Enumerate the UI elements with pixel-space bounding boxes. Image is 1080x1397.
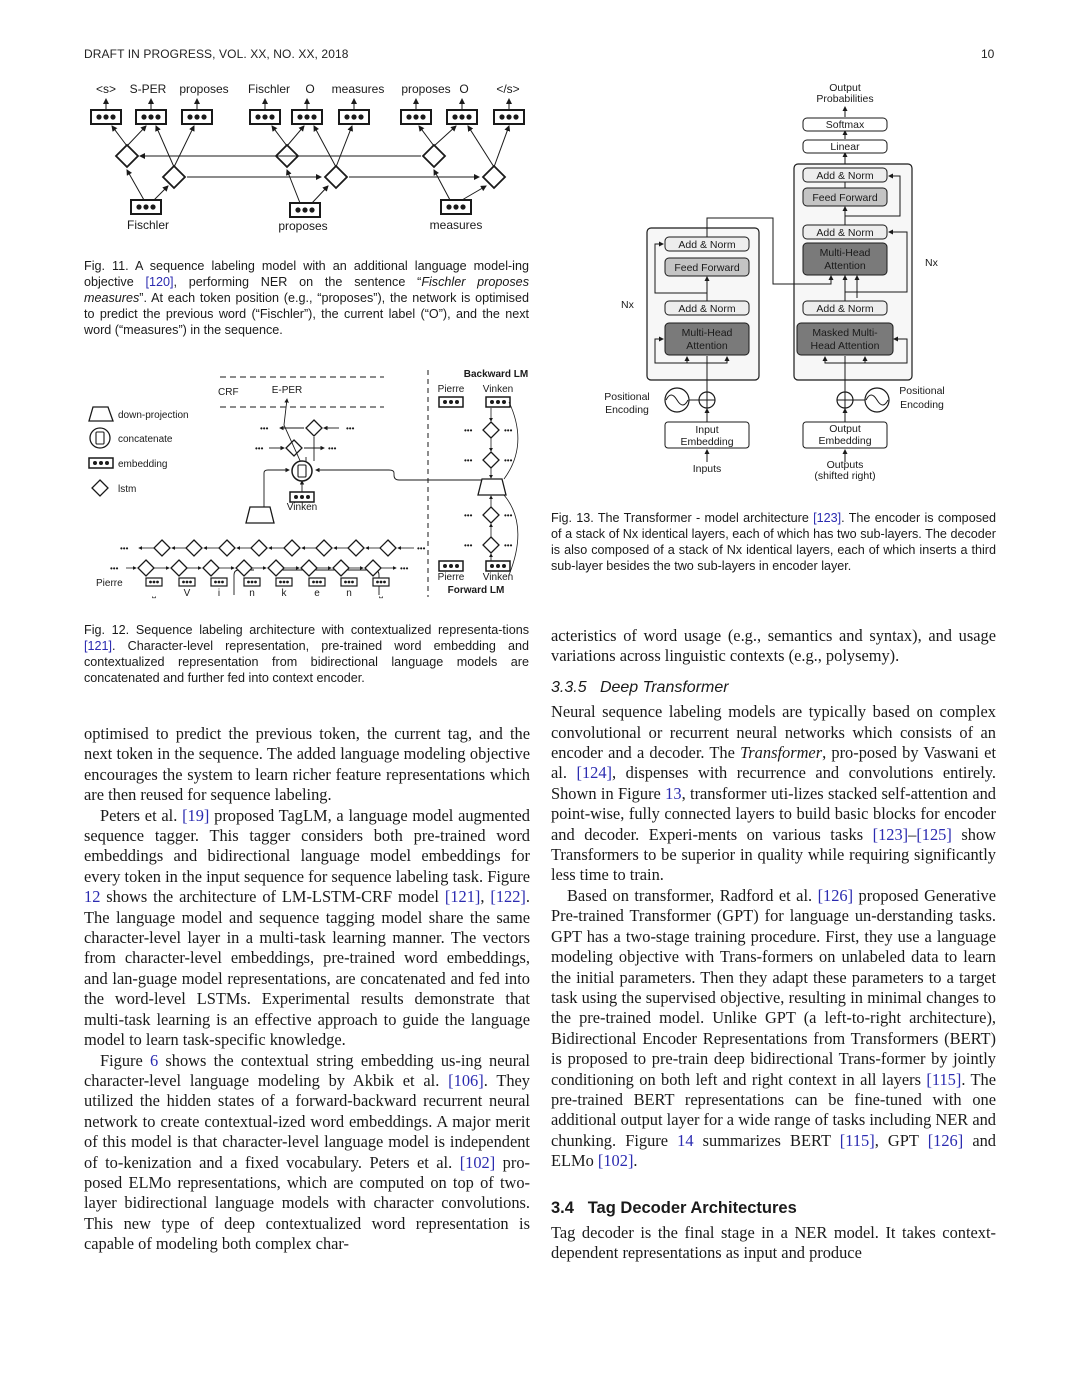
ellipsis: •••	[464, 541, 473, 550]
ellipsis: •••	[504, 426, 513, 435]
citation-link[interactable]: [122]	[490, 887, 526, 907]
fig11-top-label: <s>	[95, 82, 117, 96]
word-label: Vinken	[286, 502, 318, 513]
ellipsis: •••	[464, 511, 473, 520]
legend-label: lstm	[118, 484, 137, 495]
add-icon	[699, 392, 853, 408]
char-label: n	[346, 588, 352, 599]
char-label: V	[183, 588, 191, 599]
ellipsis: •••	[346, 424, 355, 433]
output-embedding-label: Output	[829, 423, 861, 435]
add-norm-label: Add & Norm	[678, 239, 736, 251]
crf-label: CRF	[218, 387, 239, 398]
attention-label: Attention	[686, 340, 728, 352]
legend-label: concatenate	[118, 434, 173, 445]
feed-forward-label: Feed Forward	[674, 262, 740, 274]
fig11-top-label: O	[305, 82, 315, 96]
citation-link[interactable]: [120]	[145, 275, 174, 289]
figure-11-caption: Fig. 11. A sequence labeling model with an additional language model-ing objective [120], performing NER on the sentence “Fischler proposes measures”. At each token position (e.g., “proposes”), the network is optimised to predict the previous word (“Fischler”), the current label (“O”), and the next word (“measures”) in the sequence.	[84, 259, 529, 337]
figure-13-caption: Fig. 13. The Transformer - model architecture [123]. The encoder is composed of a stack of Nx identical layers, each of which has two sub-layers. The decoder is also composed of a stack of Nx identical layers, each of which inserts a third sub-layer besides the two sub-layers in encoder layer.	[551, 511, 996, 573]
outputs-label: (shifted right)	[814, 470, 876, 482]
ellipsis: •••	[120, 544, 129, 553]
figure-link[interactable]: 12	[84, 887, 101, 907]
ellipsis: •••	[464, 426, 473, 435]
running-head: DRAFT IN PROGRESS, VOL. XX, NO. XX, 2018	[84, 47, 349, 61]
fig11-top-label: proposes	[179, 82, 229, 96]
inputs-label: Inputs	[692, 463, 722, 475]
fig11-top-label: </s>	[496, 82, 520, 96]
add-norm-label: Add & Norm	[678, 303, 736, 315]
concatenate-icon	[292, 461, 312, 481]
output-embedding-label: Embedding	[818, 435, 872, 447]
fig12-diagram	[84, 365, 534, 600]
ellipsis: •••	[504, 541, 513, 550]
embedding-icon	[131, 200, 471, 217]
section-heading: 3.4 Tag Decoder Architectures	[551, 1198, 797, 1217]
citation-link[interactable]: [19]	[182, 805, 210, 825]
nx-label: Nx	[925, 257, 938, 269]
char-label: k	[281, 588, 287, 599]
figure-12-caption: Fig. 12. Sequence labeling architecture with contextualized representa-tions [121]. Character-level representation, pre-trained word embedding and contextualized representation from bidirectional language models are concatenated and further fed into context encoder.	[84, 623, 529, 685]
embedding-icon	[439, 397, 463, 407]
paragraph: optimised to predict the previous token, the current tag, and the next token in the sequence. The added language modeling objective encourages the system to learn richer feature representations which are then reused for sequence labeling.	[84, 724, 530, 805]
forward-lm-label: Forward LM	[447, 585, 505, 596]
subsection-heading: 3.3.5 Deep Transformer	[551, 678, 729, 696]
ellipsis: •••	[255, 444, 264, 453]
citation-link[interactable]: [126]	[927, 1130, 964, 1150]
fig13-diagram	[595, 80, 965, 490]
ellipsis: •••	[400, 564, 409, 573]
legend-label: embedding	[118, 459, 168, 470]
ellipsis: •••	[328, 444, 337, 453]
positional-encoding-label: Encoding	[900, 399, 944, 411]
add-norm-label: Add & Norm	[816, 170, 874, 182]
fig12-legend	[89, 407, 189, 496]
ellipsis: •••	[417, 544, 426, 553]
page-number: 10	[981, 47, 995, 61]
char-label: ˽	[152, 588, 156, 599]
left-column-body	[84, 724, 530, 1255]
citation-link[interactable]: [123]	[813, 511, 842, 525]
citation-link[interactable]: [121]	[84, 639, 113, 653]
figure-link[interactable]: 14	[677, 1130, 694, 1150]
add-norm-label: Add & Norm	[816, 227, 874, 239]
citation-link[interactable]: [121]	[444, 887, 481, 907]
embedding-icon	[91, 110, 524, 124]
lm-word: Pierre	[437, 572, 465, 583]
attention-label: Masked Multi-	[812, 327, 878, 339]
fig11-top-label: O	[459, 82, 469, 96]
output-probabilities-label: Probabilities	[816, 93, 874, 105]
paragraph: Tag decoder is the final stage in a NER model. It takes context-dependent representations as input and produce	[551, 1222, 996, 1263]
softmax-label: Softmax	[825, 119, 865, 131]
char-label: e	[314, 588, 320, 599]
char-label: i	[217, 588, 221, 599]
paragraph: Figure 6 shows the contextual string embedding us-ing neural character-level language modeling by Akbik et al. [106]. They utilized the hidden states of a forward-backward recurrent neural network to create contextual-ized word embeddings. A major merit of this model is that character-level language model is independent of to-kenization and a fixed vocabulary. Peters et al. [102] pro-posed ELMo representations, which are computed on top of two-layer bidirectional language models with character convolutions. This new type of deep contextualized word representation is capable of modeling both complex char-	[84, 1050, 531, 1254]
fig11-top-label: Fischler	[247, 82, 291, 96]
ellipsis: •••	[504, 456, 513, 465]
lm-word: Vinken	[482, 384, 514, 395]
citation-link[interactable]: [115]	[839, 1130, 875, 1150]
embedding-icon	[486, 561, 510, 571]
linear-label: Linear	[830, 141, 860, 153]
citation-link[interactable]: [102]	[459, 1152, 496, 1172]
input-embedding-label: Input	[695, 424, 719, 436]
down-projection-icon	[246, 507, 274, 523]
figure-link[interactable]: 6	[150, 1050, 159, 1070]
paragraph: acteristics of word usage (e.g., semantics and syntax), and usage variations across linguistic contexts (e.g., polysemy).	[551, 626, 996, 666]
output-probabilities-label: Output	[829, 82, 861, 94]
fig11-bottom-label: measures	[429, 218, 483, 232]
fig11-bottom-label: proposes	[278, 219, 328, 233]
outputs-label: Outputs	[826, 459, 864, 471]
paragraph: Peters et al. [19] proposed TagLM, a language model augmented sequence tagger. This tagger considers both pre-trained word embeddings and bidirectional language model embeddings for every token in the input sequence for sequence labeling task. Figure 12 shows the architecture of LM-LSTM-CRF model [121], [122]. The language model and sequence tagging model share the same character-level layer in a multi-task learning manner. The vectors from character-level embeddings, pre-trained word embeddings, and lan-guage model representations, are concatenated and fed into the word-level LSTMs. Experimental results demonstrate that multi-task learning is an effective approach to guide the language model to learn task-specific knowledge.	[84, 805, 530, 1050]
fig11-top-label: proposes	[401, 82, 451, 96]
lstm-icon	[92, 480, 108, 496]
embedding-icon	[89, 458, 113, 468]
char-lstm	[138, 540, 396, 576]
down-projection-icon	[478, 479, 506, 495]
citation-link[interactable]: [102]	[597, 1151, 634, 1171]
ellipsis: •••	[504, 511, 513, 520]
citation-link[interactable]: [115]	[926, 1069, 962, 1089]
start-word: Pierre	[96, 578, 123, 589]
attention-label: Multi-Head	[681, 327, 733, 339]
positional-encoding-label: Positional	[604, 391, 650, 403]
fig11-top-label: S-PER	[129, 82, 167, 96]
char-label: n	[249, 588, 255, 599]
char-embeddings	[146, 578, 389, 586]
lm-word: Pierre	[437, 384, 465, 395]
citation-link[interactable]: [126]	[817, 885, 854, 905]
embedding-icon	[290, 492, 314, 502]
feed-forward-label: Feed Forward	[812, 192, 878, 204]
attention-label: Attention	[824, 260, 866, 272]
embedding-icon	[439, 561, 463, 571]
legend-label: down-projection	[118, 410, 189, 421]
figure-11	[84, 78, 534, 238]
figure-12	[84, 365, 534, 600]
ellipsis: •••	[464, 456, 473, 465]
lstm-icon	[286, 420, 322, 456]
paragraph: Neural sequence labeling models are typically based on complex convolutional or recurrent neural networks which consists of an encoder and a decoder. The Transformer, pro-posed by Vaswani et al. [124], dispenses with recurrence and convolutions entirely. Shown in Figure 13, transformer uti-lizes stacked self-attention and point-wise, fully connected layers to build basic blocks for encoder and decoder. Experi-ments on various tasks [123]–[125] show Transformers to be superior in quality while requiring significantly less time to train.	[551, 702, 997, 885]
citation-link[interactable]: [124]	[576, 763, 612, 783]
nx-label: Nx	[621, 299, 634, 311]
paragraph: Based on transformer, Radford et al. [126] proposed Generative Pre-trained Transformer (GPT) for language un-derstanding tasks. GPT has a two-stage training procedure. First, they use a language modeling objective with Trans-formers on unlabeled data to learn the initial parameters. Then they adapt these parameters to a target task using the supervised objective, resulting in minimal changes to the pre-trained model. Unlike GPT (a left-to-right architecture), Bidirectional Encoder Representations from Transformers (BERT) is proposed to pre-train deep bidirectional Trans-former by jointly conditioning on both left and right context in all layers [115]. The pre-trained BERT representations can be fine-tuned with one additional output layer for a wide range of tasks including NER and chunking. Figure 14 summarizes BERT [115], GPT [126] and ELMo [102].	[551, 885, 997, 1171]
down-projection-icon	[89, 407, 113, 421]
embedding-icon	[486, 397, 510, 407]
figure-link[interactable]: 13	[665, 783, 682, 803]
positional-encoding-label: Positional	[899, 385, 945, 397]
attention-label: Head Attention	[810, 340, 880, 352]
lm-word: Vinken	[482, 572, 514, 583]
fig11-diagram	[84, 78, 534, 238]
concatenate-icon	[90, 428, 110, 448]
tag-label: E-PER	[271, 385, 303, 396]
fig11-top-label: measures	[331, 82, 385, 96]
add-norm-label: Add & Norm	[816, 303, 874, 315]
right-column-body	[551, 626, 996, 1264]
input-embedding-label: Embedding	[680, 436, 734, 448]
positional-encoding-label: Encoding	[605, 404, 649, 416]
attention-label: Multi-Head	[819, 247, 871, 259]
citation-link[interactable]: [125]	[916, 824, 952, 844]
ellipsis: •••	[110, 564, 119, 573]
citation-link[interactable]: [106]	[448, 1070, 484, 1090]
char-label: ˽	[379, 588, 383, 599]
figure-13	[595, 80, 965, 490]
fig11-bottom-label: Fischler	[126, 218, 170, 232]
backward-lm-label: Backward LM	[463, 369, 529, 380]
citation-link[interactable]: [123]	[872, 824, 909, 844]
ellipsis: •••	[260, 424, 269, 433]
